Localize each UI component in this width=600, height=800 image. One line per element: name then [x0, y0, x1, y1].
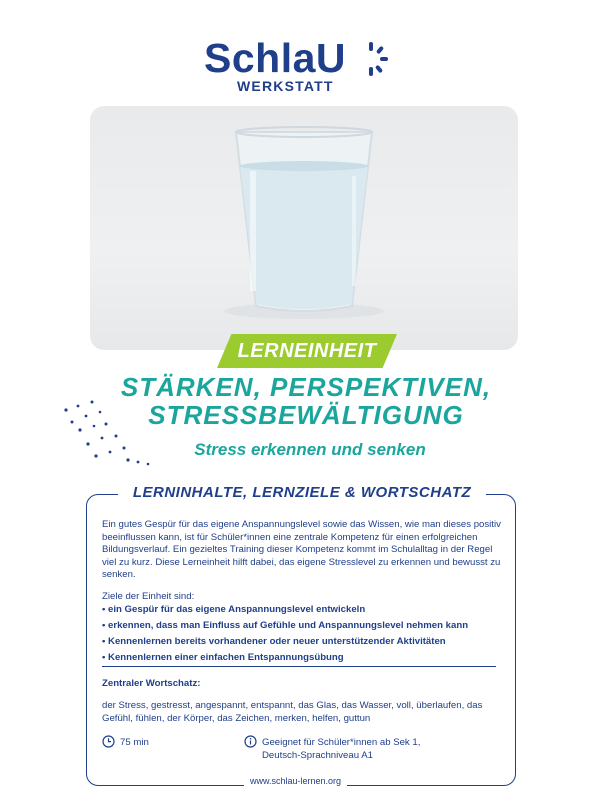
goal-item: • Kennenlernen bereits vorhandener oder neuer unterstützender Aktivitäten	[102, 636, 502, 649]
intro-paragraph: Ein gutes Gespür für das eigene Anspannungslevel sowie das Wissen, wie man dieses positiv beeinflussen kann, ist für Schüler*innen eine zentrale Kompetenz für einen erfolgreichen Bildungsverlauf. Ein gezieltes Training dieser Kompetenz kommt im Schulalltag in der Regel viel zu kurz. Diese Lerneinheit hilft dabei, das eigene Stresslevel zu erkennen und bewusst zu senken.	[102, 519, 501, 581]
clock-icon	[102, 735, 115, 748]
hero-image	[90, 106, 518, 350]
footer-url[interactable]: www.schlau-lernen.org	[244, 776, 347, 786]
sunburst-icon	[354, 42, 388, 76]
info-icon	[244, 735, 257, 748]
banner-label: LERNEINHEIT	[237, 340, 377, 362]
divider	[102, 666, 496, 667]
duration: 75 min	[120, 737, 149, 748]
water-glass-illustration	[90, 106, 518, 350]
goal-item: • ein Gespür für das eigene Anspannungslevel entwickeln	[102, 604, 502, 617]
lerneinheit-banner	[217, 334, 397, 368]
audience-info	[262, 737, 482, 762]
audience-line-1: Geeignet für Schüler*innen ab Sek 1,	[262, 737, 421, 748]
audience-line-2: Deutsch-Sprachniveau A1	[262, 749, 373, 761]
logo-wordmark: SchlaU	[204, 35, 346, 81]
subtitle: Stress erkennen und senken	[194, 440, 426, 459]
logo-subtitle: WERKSTATT	[237, 78, 334, 94]
goals-list	[102, 604, 502, 668]
goals-heading: Ziele der Einheit sind:	[102, 591, 195, 602]
goal-item: • Kennenlernen einer einfachen Entspannungsübung	[102, 652, 502, 665]
title-line-1: STÄRKEN, PERSPEKTIVEN,	[120, 372, 492, 402]
title-line-2: STRESSBEWÄLTIGUNG	[148, 400, 464, 430]
content-box-heading: LERNINHALTE, LERNZIELE & WORTSCHATZ	[118, 484, 486, 501]
vocab-heading: Zentraler Wortschatz:	[102, 678, 201, 689]
vocab-list: der Stress, gestresst, angespannt, entspannt, das Glas, das Wasser, voll, überlaufen, das Gefühl, fühlen, der Körper, das Zeichen, merken, helfen, guttun	[102, 700, 483, 724]
goal-item: • erkennen, dass man Einfluss auf Gefühle und Anspannungslevel nehmen kann	[102, 620, 502, 633]
logo	[204, 34, 404, 104]
